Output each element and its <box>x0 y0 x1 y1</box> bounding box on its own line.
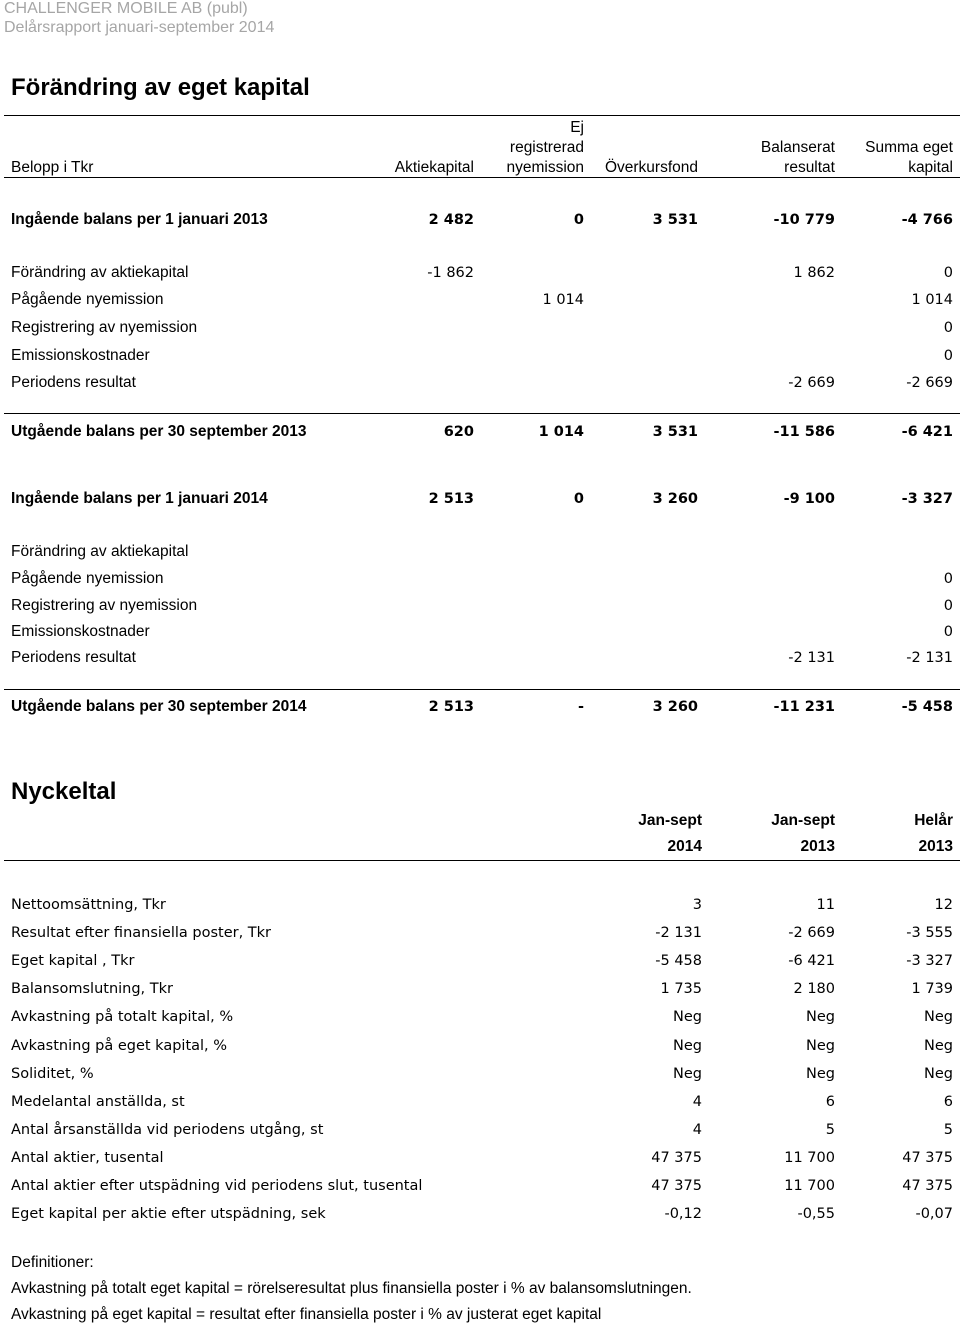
kpi-cell: 6 <box>825 1094 835 1110</box>
kpi-cell: 11 700 <box>784 1178 835 1194</box>
kpi-cell: Neg <box>924 1038 953 1054</box>
kpi-row-label: Avkastning på totalt kapital, % <box>11 1009 234 1025</box>
kpi-row-label: Antal årsanställda vid periodens utgång, st <box>11 1122 324 1138</box>
definition-line: Avkastning på eget kapital = resultat efter finansiella poster i % av justerat eget kapital <box>11 1306 602 1323</box>
equity-cell-c5: -2 131 <box>906 650 953 666</box>
equity-cell-c4: -2 131 <box>788 650 835 666</box>
kpi-title: Nyckeltal <box>11 778 117 805</box>
kpi-cell: 5 <box>943 1122 953 1138</box>
equity-row-label: Utgående balans per 30 september 2014 <box>11 698 307 715</box>
equity-row-label: Registrering av nyemission <box>11 319 198 336</box>
equity-cell-c3: 3 260 <box>652 491 698 507</box>
kpi-cell: 1 739 <box>911 981 953 997</box>
equity-cell-c4: -10 779 <box>773 212 835 228</box>
equity-cell-c3: 3 531 <box>652 424 698 440</box>
equity-header-rule <box>4 177 960 178</box>
kpi-cell: 12 <box>934 897 953 913</box>
kpi-column-header: Jan-sept <box>638 812 702 829</box>
definition-line: Avkastning på totalt eget kapital = rörelseresultat plus finansiella poster i % av balansomslutningen. <box>11 1280 692 1297</box>
kpi-cell: 3 <box>692 897 702 913</box>
kpi-cell: 4 <box>692 1122 702 1138</box>
equity-row-label: Utgående balans per 30 september 2013 <box>11 423 307 440</box>
equity-cell-c4: -11 231 <box>773 699 835 715</box>
equity-cell-c1: 2 513 <box>428 491 474 507</box>
kpi-column-header: Jan-sept <box>771 812 835 829</box>
kpi-column-header: 2013 <box>800 838 835 855</box>
equity-cell-c5: 0 <box>943 624 953 640</box>
equity-row-label: Ingående balans per 1 januari 2013 <box>11 211 268 228</box>
equity-row-label: Ingående balans per 1 januari 2014 <box>11 490 268 507</box>
equity-row-label: Pågående nyemission <box>11 570 164 587</box>
equity-cell-c1: 2 513 <box>428 699 474 715</box>
equity-cell-c2: 1 014 <box>542 292 584 308</box>
kpi-row-label: Avkastning på eget kapital, % <box>11 1038 228 1054</box>
col-header-ej-line2: registrerad <box>509 139 584 156</box>
company-name: CHALLENGER MOBILE AB (publ) <box>4 0 248 17</box>
equity-cell-c5: -3 327 <box>901 491 953 507</box>
equity-cell-c3: 3 531 <box>652 212 698 228</box>
equity-row-label: Registrering av nyemission <box>11 597 198 614</box>
equity-row-label: Periodens resultat <box>11 649 136 666</box>
equity-cell-c2: 1 014 <box>538 424 584 440</box>
kpi-cell: Neg <box>806 1038 835 1054</box>
equity-cell-c5: 0 <box>943 348 953 364</box>
col-header-label: Belopp i Tkr <box>11 159 94 176</box>
col-header-overkursfond: Överkursfond <box>604 159 698 176</box>
kpi-column-header: 2014 <box>667 838 702 855</box>
report-subtitle: Delårsrapport januari-september 2014 <box>4 19 275 36</box>
equity-cell-c5: 0 <box>943 320 953 336</box>
kpi-header-rule <box>4 860 960 861</box>
kpi-row-label: Nettoomsättning, Tkr <box>11 897 166 913</box>
col-header-aktiekapital: Aktiekapital <box>394 159 474 176</box>
kpi-row-label: Antal aktier efter utspädning vid periodens slut, tusental <box>11 1178 423 1194</box>
kpi-cell: -0,07 <box>915 1206 953 1222</box>
equity-top-rule <box>4 115 960 116</box>
equity-cell-c5: 0 <box>943 571 953 587</box>
equity-cell-c5: -5 458 <box>901 699 953 715</box>
equity-title: Förändring av eget kapital <box>11 74 310 101</box>
kpi-row-label: Medelantal anställda, st <box>11 1094 185 1110</box>
kpi-row-label: Balansomslutning, Tkr <box>11 981 173 997</box>
kpi-cell: -6 421 <box>788 953 835 969</box>
col-header-ej-line3: nyemission <box>506 159 584 176</box>
kpi-cell: Neg <box>806 1009 835 1025</box>
equity-row-label: Emissionskostnader <box>11 623 150 640</box>
kpi-row-label: Soliditet, % <box>11 1066 94 1082</box>
kpi-cell: Neg <box>924 1066 953 1082</box>
kpi-cell: 47 375 <box>651 1150 702 1166</box>
definitions-heading: Definitioner: <box>11 1254 94 1271</box>
equity-row-label: Pågående nyemission <box>11 291 164 308</box>
col-header-balanserat-line1: Balanserat <box>760 139 835 156</box>
equity-cell-c5: 1 014 <box>911 292 953 308</box>
equity-cell-c5: -2 669 <box>906 375 953 391</box>
kpi-cell: -3 555 <box>906 925 953 941</box>
col-header-ej-line1: Ej <box>570 119 584 136</box>
kpi-cell: 47 375 <box>902 1178 953 1194</box>
kpi-cell: 47 375 <box>651 1178 702 1194</box>
equity-cell-c3: 3 260 <box>652 699 698 715</box>
equity-cell-c4: -11 586 <box>773 424 835 440</box>
kpi-cell: -0,12 <box>664 1206 702 1222</box>
kpi-cell: -2 669 <box>788 925 835 941</box>
equity-cell-c5: 0 <box>943 598 953 614</box>
kpi-row-label: Eget kapital per aktie efter utspädning, sek <box>11 1206 326 1222</box>
equity-row-label: Förändring av aktiekapital <box>11 543 189 560</box>
equity-cell-c1: 2 482 <box>428 212 474 228</box>
kpi-cell: 6 <box>943 1094 953 1110</box>
equity-cell-c2: - <box>577 699 584 715</box>
kpi-cell: -2 131 <box>655 925 702 941</box>
equity-row-label: Förändring av aktiekapital <box>11 264 189 281</box>
kpi-row-label: Resultat efter finansiella poster, Tkr <box>11 925 272 941</box>
equity-cell-c4: -9 100 <box>783 491 835 507</box>
equity-row-label: Emissionskostnader <box>11 347 150 364</box>
kpi-cell: 4 <box>692 1094 702 1110</box>
kpi-row-label: Eget kapital , Tkr <box>11 953 135 969</box>
kpi-cell: 2 180 <box>793 981 835 997</box>
equity-cell-c2: 0 <box>573 491 584 507</box>
kpi-row-label: Antal aktier, tusental <box>11 1150 164 1166</box>
col-header-summa-line2: kapital <box>908 159 953 176</box>
equity-row-label: Periodens resultat <box>11 374 136 391</box>
kpi-cell: Neg <box>924 1009 953 1025</box>
kpi-cell: 11 700 <box>784 1150 835 1166</box>
kpi-column-header: Helår <box>914 812 953 829</box>
kpi-cell: Neg <box>806 1066 835 1082</box>
equity-cell-c4: -2 669 <box>788 375 835 391</box>
kpi-cell: -5 458 <box>655 953 702 969</box>
col-header-balanserat-line2: resultat <box>784 159 835 176</box>
kpi-cell: Neg <box>673 1009 702 1025</box>
equity-cell-c1: -1 862 <box>427 265 474 281</box>
equity-cell-c5: -6 421 <box>901 424 953 440</box>
equity-total-rule-2013 <box>4 413 960 414</box>
equity-cell-c5: 0 <box>943 265 953 281</box>
equity-cell-c4: 1 862 <box>793 265 835 281</box>
kpi-cell: 1 735 <box>660 981 702 997</box>
kpi-cell: 5 <box>825 1122 835 1138</box>
kpi-cell: -3 327 <box>906 953 953 969</box>
col-header-summa-line1: Summa eget <box>865 139 953 156</box>
kpi-cell: 47 375 <box>902 1150 953 1166</box>
kpi-cell: Neg <box>673 1066 702 1082</box>
equity-cell-c5: -4 766 <box>901 212 953 228</box>
equity-cell-c2: 0 <box>573 212 584 228</box>
kpi-cell: Neg <box>673 1038 702 1054</box>
kpi-cell: -0,55 <box>797 1206 835 1222</box>
equity-cell-c1: 620 <box>443 424 474 440</box>
kpi-cell: 11 <box>816 897 835 913</box>
kpi-column-header: 2013 <box>918 838 953 855</box>
equity-total-rule-2014 <box>4 689 960 690</box>
